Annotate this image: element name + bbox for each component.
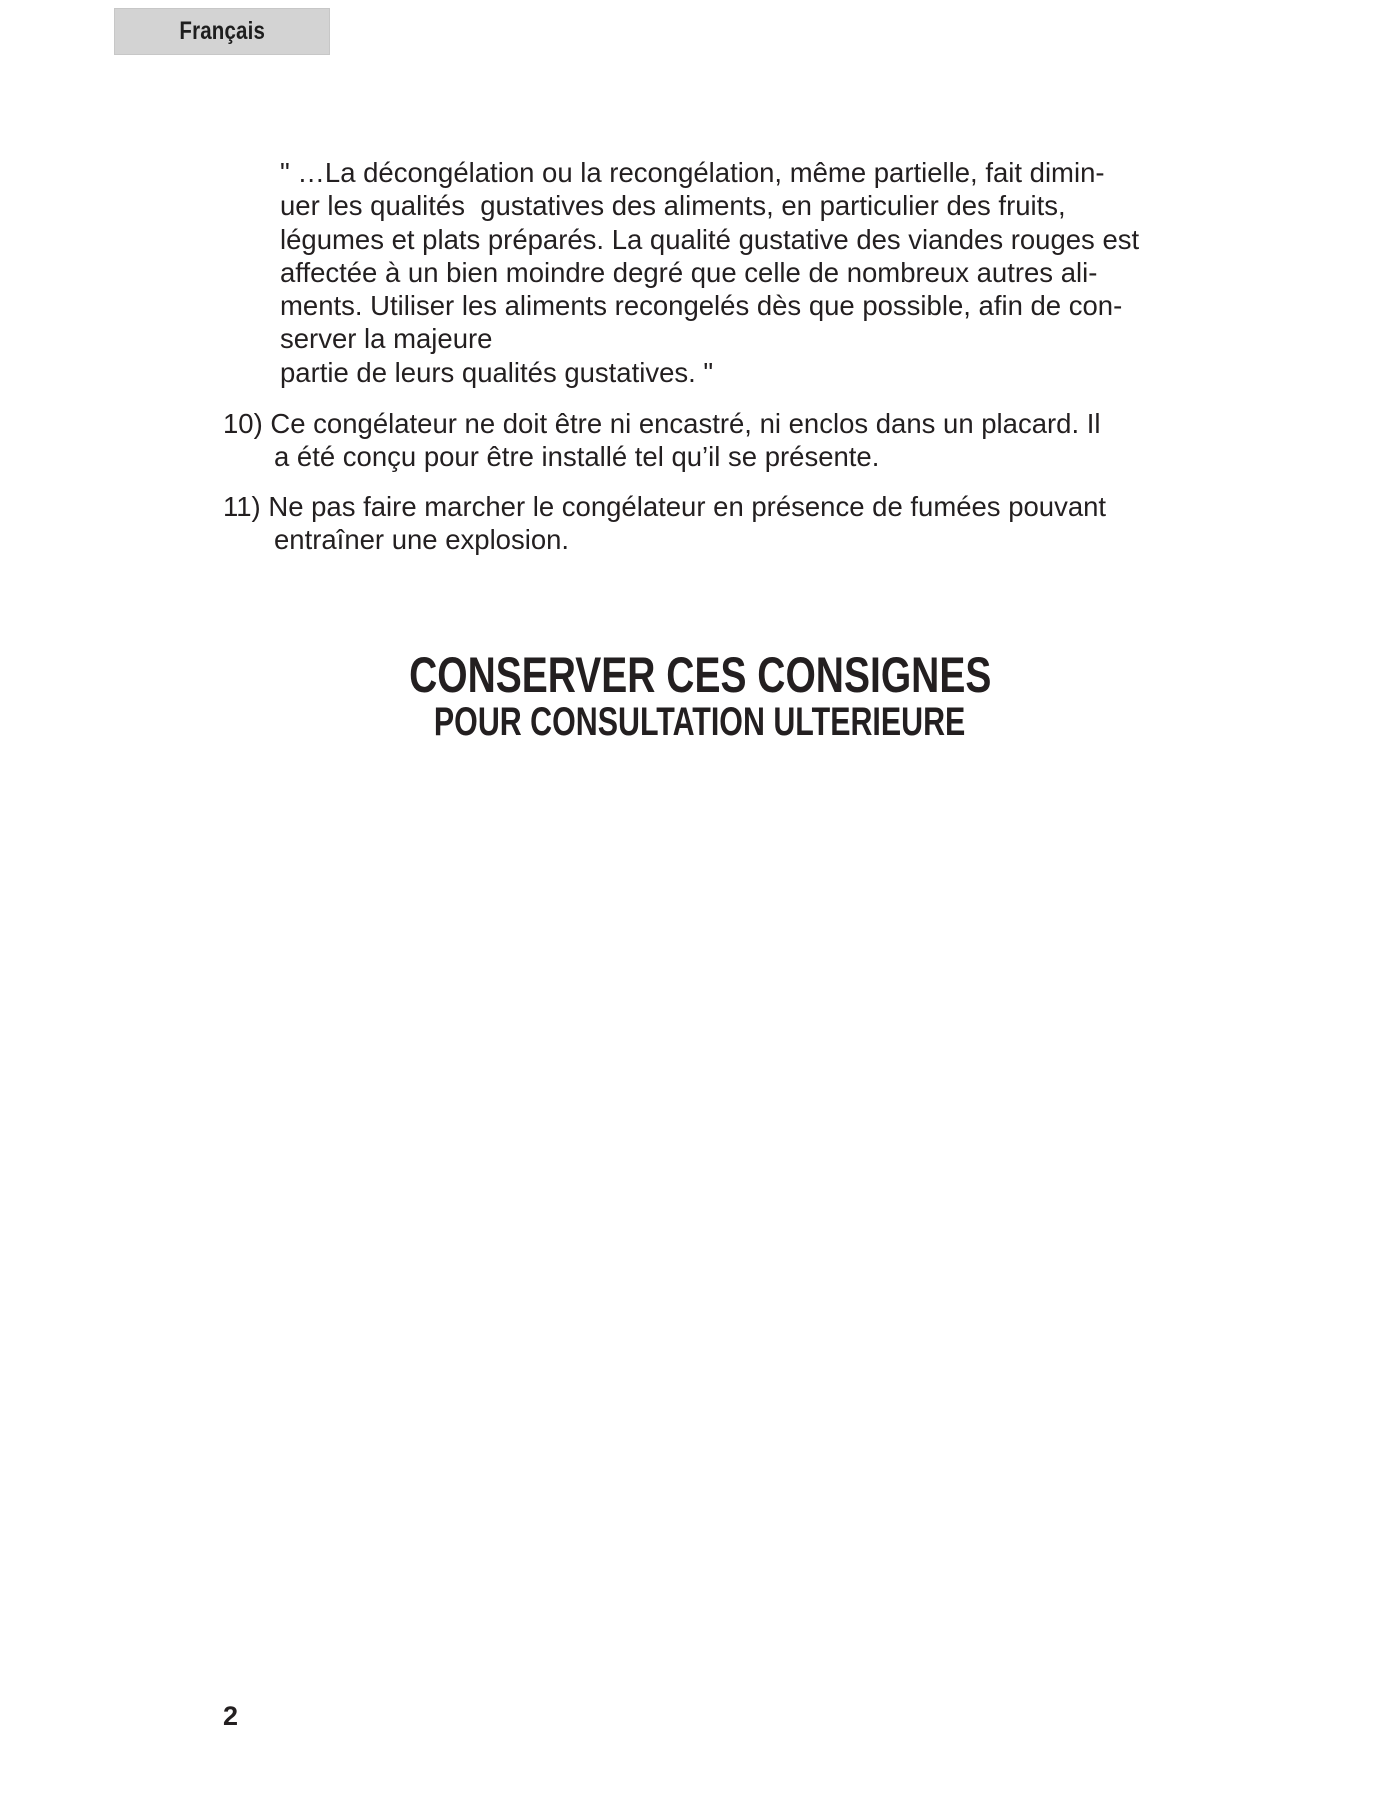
instruction-item-11 [223,490,1203,557]
quote-line: affectée à un bien moindre degré que celle de nombreux autres ali- [280,256,1098,288]
quote-line: " …La décongélation ou la recongélation, même partielle, fait dimin- [280,157,1105,188]
quote-line: ments. Utiliser les aliments recongelés dès que possible, afin de con- [280,290,1123,322]
instruction-line: 11) Ne pas faire marcher le congélateur en présence de fumées pouvant [223,491,1107,522]
quote-line: légumes et plats préparés. La qualité gustative des viandes rouges est [280,223,1140,255]
language-tab [114,8,330,55]
instruction-line: entraîner une explosion. [274,524,570,556]
notice-subtitle-text: POUR CONSULTATION ULTERIEURE [434,700,966,744]
notice-subtitle [0,698,1400,746]
instruction-line: 10) Ce congélateur ne doit être ni encastré, ni enclos dans un placard. Il [223,408,1101,439]
instruction-line: a été conçu pour être installé tel qu’il se présente. [274,441,880,473]
quote-line: partie de leurs qualités gustatives. " [280,356,714,388]
quote-line: uer les qualités gustatives des aliments, en particulier des fruits, [280,190,1066,222]
page-number: 2 [223,1701,239,1731]
language-tab-label: Français [179,17,265,45]
notice-title [0,645,1400,705]
quote-line: server la majeure [280,323,493,355]
notice-title-text: CONSERVER CES CONSIGNES [408,647,992,703]
instruction-item-10 [223,407,1203,474]
quoted-paragraph [280,156,1200,389]
